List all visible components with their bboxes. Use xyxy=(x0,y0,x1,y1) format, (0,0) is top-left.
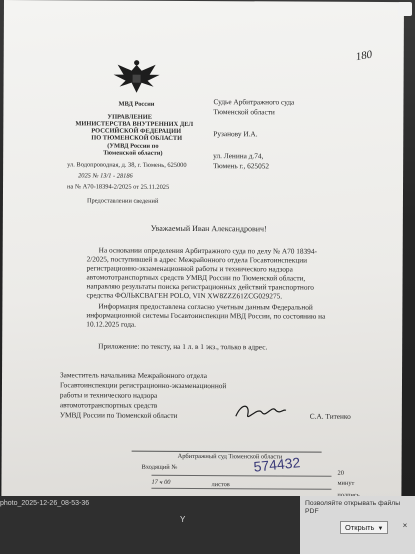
body-line: средства ФОЛЬКСВАГЕН POLO, VIN XW8ZZZ61ZCG029275. xyxy=(86,290,283,301)
open-hint: Позволяйте открывать файлы PDF xyxy=(305,500,401,515)
stamp-minutes: минут xyxy=(337,479,355,487)
stamp-sheets: листов xyxy=(211,481,230,489)
signer-line: автомототранспортных средств xyxy=(59,400,158,410)
recipient-line: ул. Ленина д.74, xyxy=(213,151,264,161)
stamp-time: 17 ч 00 xyxy=(151,478,171,486)
subject-line: Предоставлении сведений xyxy=(86,197,159,205)
body-line: На основании определения Арбитражного суда по делу № А70 18394- xyxy=(98,245,317,256)
signature xyxy=(232,396,288,426)
recipient-line: Судье Арбитражного суда xyxy=(213,97,295,107)
body-line: 10.12.2025 года. xyxy=(86,319,137,329)
handwritten-margin-note: 180 xyxy=(354,48,374,64)
greeting: Уважаемый Иван Александрович! xyxy=(150,223,267,234)
attachment-line: Приложение: по тексту, на 1 л. в 1 экз., только в адрес. xyxy=(98,341,268,352)
stamp-year: 20 xyxy=(337,469,344,477)
open-button[interactable] xyxy=(340,521,388,534)
letterhead-line: (УМВД России по xyxy=(107,142,159,150)
eagle-emblem-icon xyxy=(107,59,165,97)
body-line: автомототранспортных средств УМВД России по Тюменской области, xyxy=(86,272,306,283)
letterhead-line: РОССИЙСКОЙ ФЕДЕРАЦИИ xyxy=(91,127,182,135)
signer-name: С.А. Титенко xyxy=(309,411,351,421)
body-line: 2/2025, поступившей в адрес Межрайонного отдела Госавтоинспекции xyxy=(86,254,308,265)
pdf-icon[interactable] xyxy=(398,2,412,16)
y-mark: Y xyxy=(180,515,186,524)
chevron-down-icon: ▼ xyxy=(377,526,384,532)
body-line: информационной системы Госавтоинспекции МВД России, по состоянию на xyxy=(86,310,326,321)
stamp-number: 574432 xyxy=(252,454,301,475)
body-line: направляю результаты поиска регистрационных действий транспортного xyxy=(86,281,314,292)
recipient-line: Тюмень г., 625052 xyxy=(213,161,270,171)
signer-line: Госавтоинспекции регистрационно-экзаменационной xyxy=(59,380,227,391)
body-line: регистрационно-экзаменационной работы и технического надзора xyxy=(86,263,293,274)
stamp-court: Арбитражный суд Тюменской области xyxy=(177,452,283,461)
signer-line: УМВД России по Тюменской области xyxy=(59,410,178,420)
close-icon[interactable]: × xyxy=(402,521,408,530)
file-name: photo_2025-12-26_08-53-36 xyxy=(0,500,90,507)
signer-line: работы и технического надзора xyxy=(59,390,158,400)
letterhead-line: Тюменской области) xyxy=(103,149,163,157)
signer-line: Заместитель начальника Межрайонного отдела xyxy=(60,370,207,381)
letterhead-line: ПО ТЮМЕНСКОЙ ОБЛАСТИ xyxy=(91,134,183,142)
letterhead-line: МИНИСТЕРСТВА ВНУТРЕННИХ ДЕЛ xyxy=(75,120,194,128)
reference-number: на № А70-18394-2/2025 от 25.11.2025 xyxy=(67,183,170,191)
mvd-label: МВД России xyxy=(118,100,155,108)
recipient-line: Рузанову И.А. xyxy=(213,129,258,139)
body-line: Информация предоставлена согласно учетным данным Федеральной xyxy=(98,301,313,312)
open-button-label: Открыть xyxy=(345,523,375,532)
document-page xyxy=(1,0,404,512)
letterhead-line: УПРАВЛЕНИЕ xyxy=(107,113,153,121)
recipient-line: Тюменской области xyxy=(213,107,275,117)
outgoing-number: 2025 № 13/1 - 28186 xyxy=(78,172,133,180)
stamp-label: Входящий № xyxy=(141,463,178,471)
letterhead-address: ул. Водопроводная, д. 38, г. Тюмень, 625000 xyxy=(67,161,187,169)
